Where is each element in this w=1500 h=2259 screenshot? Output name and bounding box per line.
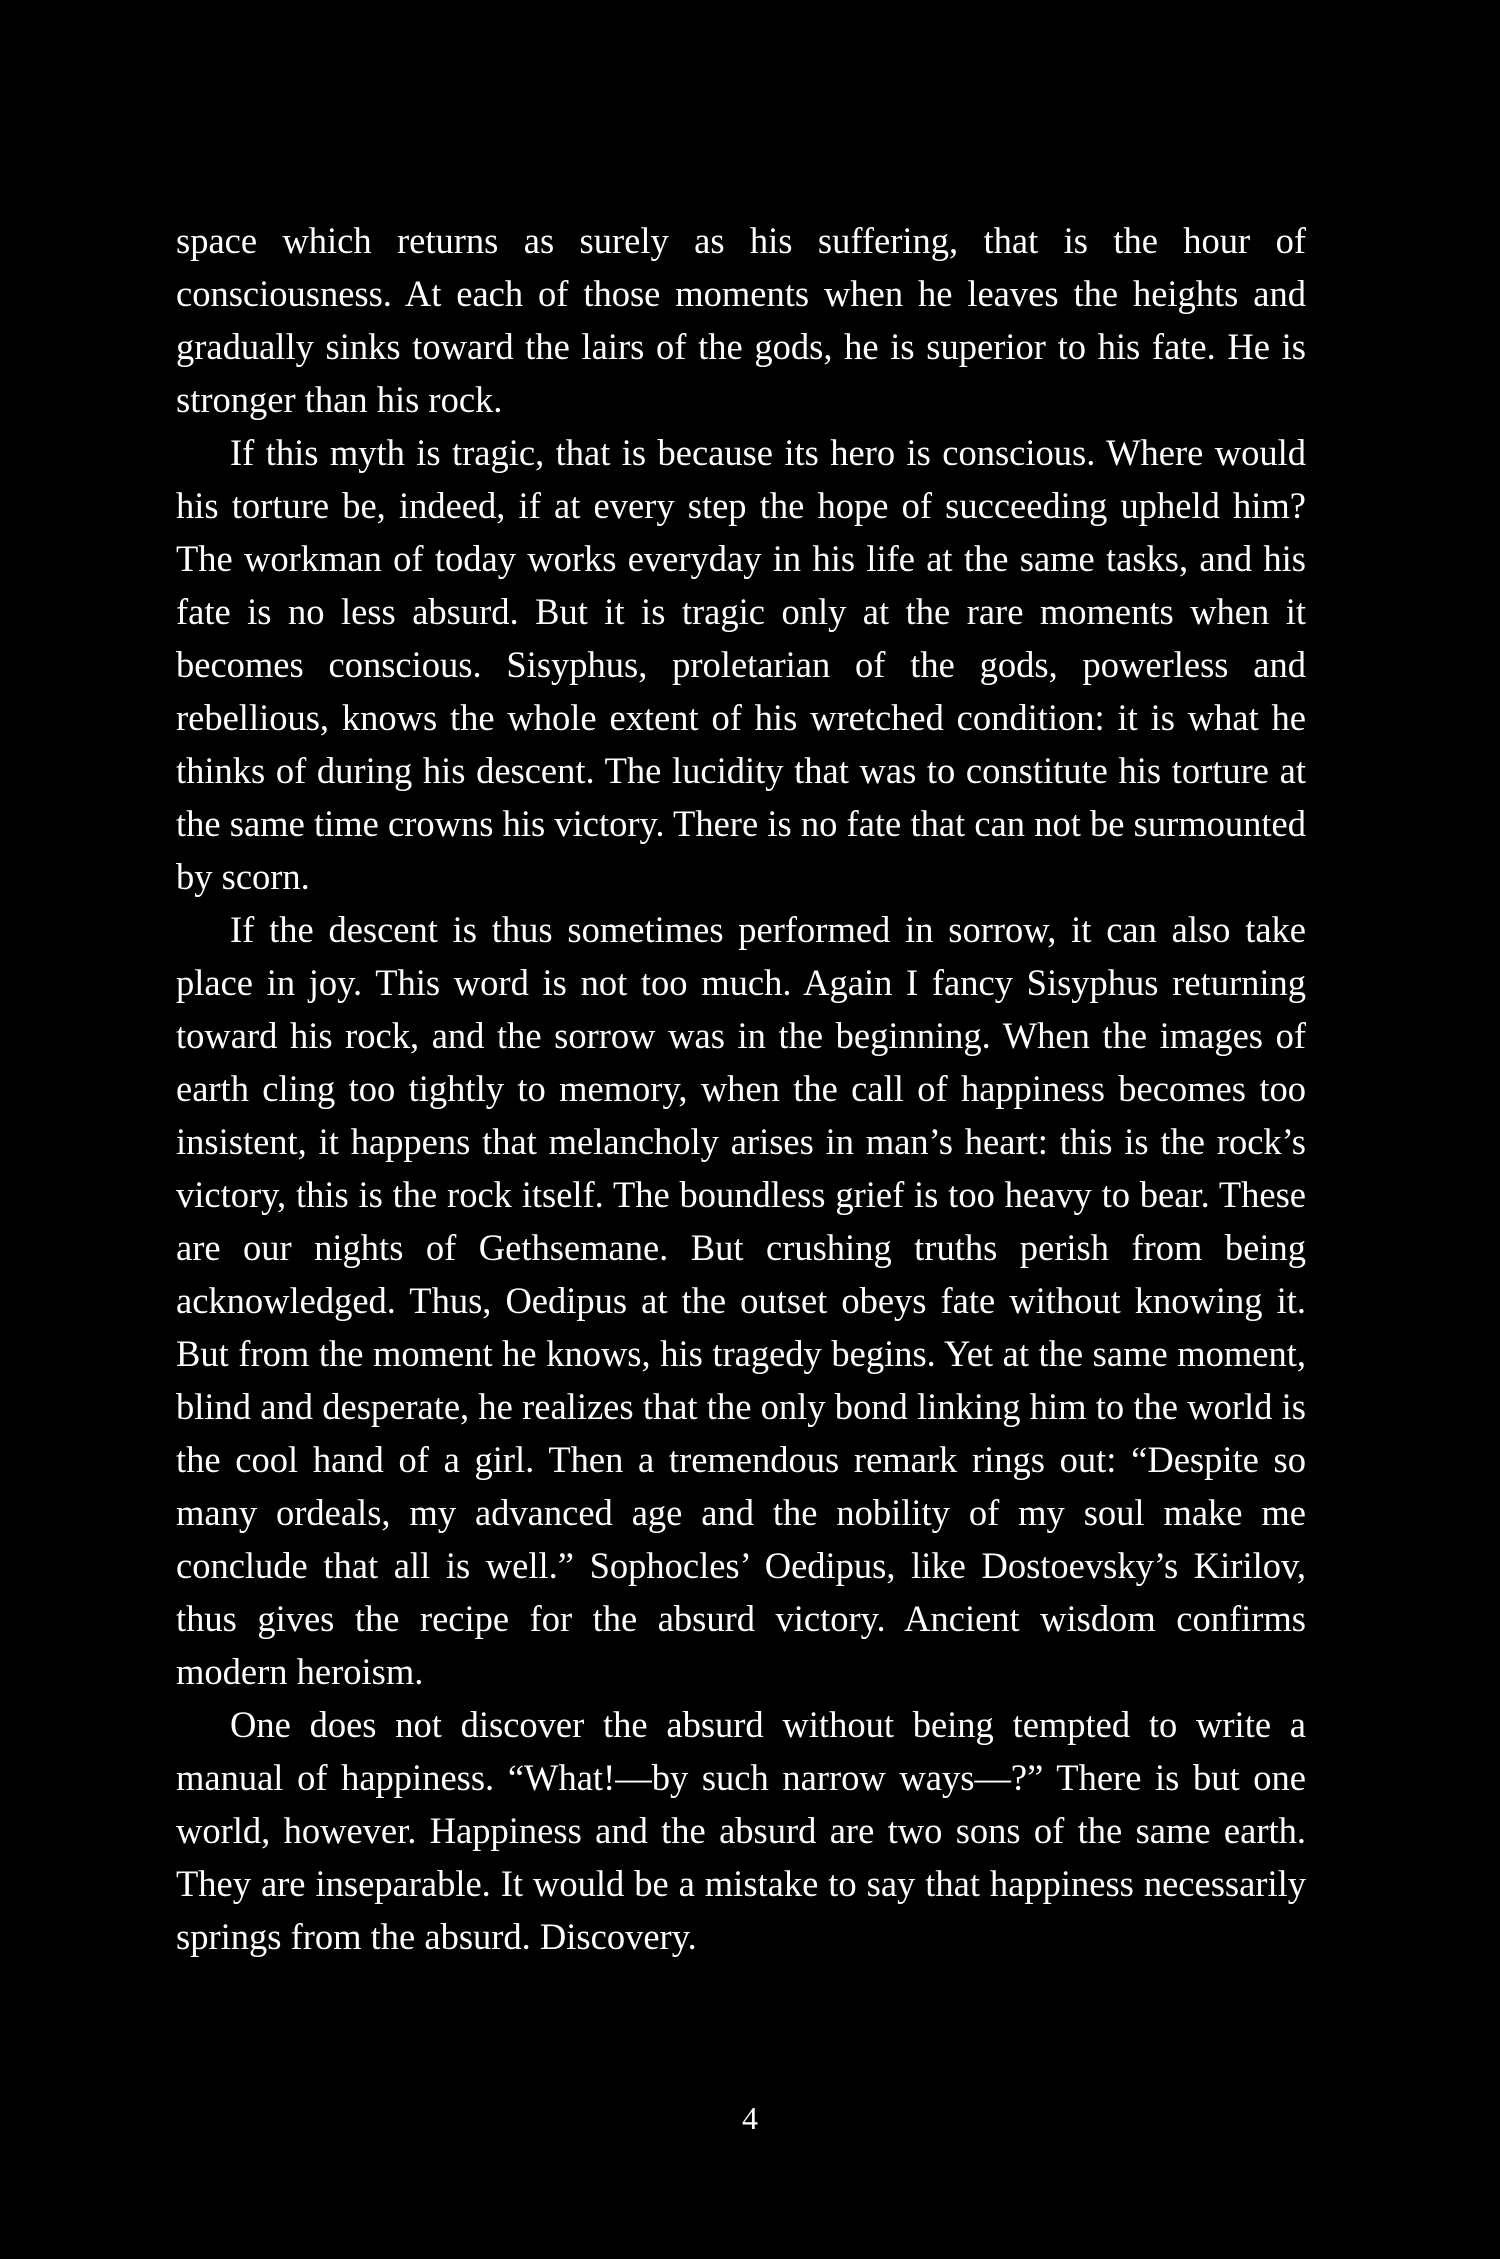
paragraph-descent-sorrow: If the descent is thus sometimes performed in sorrow, it can also take place in joy. This word is not too much. Again I fancy Sisyphus returning toward his rock, and the sorrow was in the beginning. When the images of earth cling too tightly to memory, when the call of happiness becomes too insistent, it happens that melancholy arises in man’s heart: this is the rock’s victory, this is the rock itself. The boundless grief is too heavy to bear. These are our nights of Gethsemane. But crushing truths perish from being acknowledged. Thus, Oedipus at the outset obeys fate without knowing it. But from the moment he knows, his tragedy begins. Yet at the same moment, blind and desperate, he realizes that the only bond linking him to the world is the cool hand of a girl. Then a tremendous remark rings out: “Despite so many ordeals, my advanced age and the nobility of my soul make me conclude that all is well.” Sophocles’ Oedipus, like Dostoevsky’s Kirilov, thus gives the recipe for the absurd victory. Ancient wisdom confirms modern heroism. (176, 909, 1306, 1692)
paragraph-manual-happiness: One does not discover the absurd without being tempted to write a manual of happiness. “What!—by such narrow ways—?” There is but one world, however. Happiness and the absurd are two sons of the same earth. They are inseparable. It would be a mistake to say that happiness necessarily springs from the absurd. Discovery. (176, 1704, 1306, 1957)
paragraph-continuation: space which returns as surely as his suffering, that is the hour of consciousness. At each of those moments when he leaves the heights and gradually sinks toward the lairs of the gods, he is superior to his fate. He is stronger than his rock. (176, 220, 1306, 420)
paragraph-myth-tragic: If this myth is tragic, that is because its hero is conscious. Where would his torture be, indeed, if at every step the hope of succeeding upheld him? The workman of today works everyday in his life at the same tasks, and his fate is no less absurd. But it is tragic only at the rare moments when it becomes conscious. Sisyphus, proletarian of the gods, powerless and rebellious, knows the whole extent of his wretched condition: it is what he thinks of during his descent. The lucidity that was to constitute his torture at the same time crowns his victory. There is no fate that can not be surmounted by scorn. (176, 432, 1306, 897)
page-number: 4 (742, 2100, 758, 2136)
body-text (176, 214, 1306, 1963)
